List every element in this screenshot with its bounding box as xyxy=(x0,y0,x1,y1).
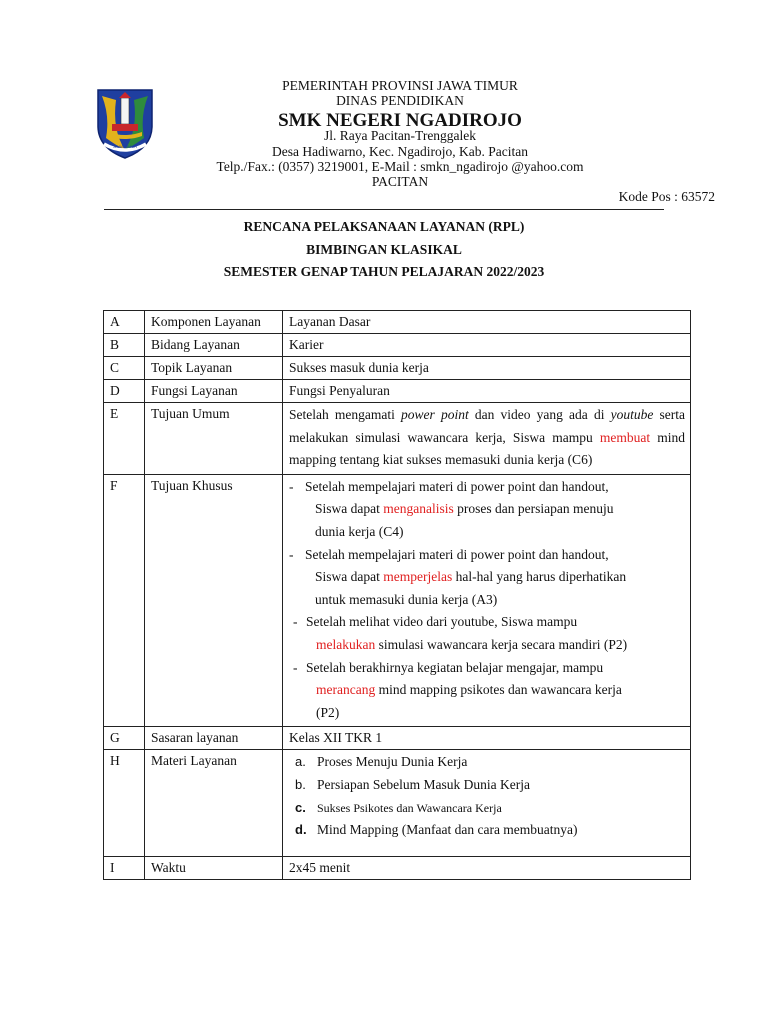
row-label: Tujuan Umum xyxy=(145,403,283,475)
row-code: D xyxy=(104,380,145,403)
row-label: Sasaran layanan xyxy=(145,727,283,750)
list-item: b. Persiapan Sebelum Masuk Dunia Kerja xyxy=(295,776,530,792)
list-item: a. Proses Menuju Dunia Kerja xyxy=(295,754,468,770)
list-item: d. Mind Mapping (Manfaat dan cara membuatnya) xyxy=(295,822,578,838)
address-street: Jl. Raya Pacitan-Trenggalek xyxy=(323,128,477,143)
row-label: Bidang Layanan xyxy=(145,334,283,357)
table-row xyxy=(104,474,691,727)
address-village: Desa Hadiwarno, Kec. Ngadirojo, Kab. Pacitan xyxy=(271,144,529,159)
row-label: Fungsi Layanan xyxy=(145,380,283,403)
row-value: Kelas XII TKR 1 xyxy=(283,727,691,750)
svg-text:JAWA TIMUR: JAWA TIMUR xyxy=(112,144,138,149)
postal-code: Kode Pos : 63572 xyxy=(618,189,715,204)
table-row xyxy=(104,334,691,357)
row-code: B xyxy=(104,334,145,357)
general-objective: Setelah mengamati power point dan video yang ada di youtube serta melakukan simulasi wawancara kerja, Siswa mampu membuat mind mapping tentang kiat sukses memasuki dunia kerja (C6) xyxy=(289,407,685,468)
row-value xyxy=(283,403,691,475)
specific-objective-item: - Setelah mempelajari materi di power point dan handout, Siswa dapat memperjelas hal-hal yang harus diperhatikan untuk memasuki dunia kerja (A3) xyxy=(289,546,627,607)
row-code: G xyxy=(104,727,145,750)
row-label: Materi Layanan xyxy=(145,750,283,856)
row-code: E xyxy=(104,403,145,475)
row-value xyxy=(283,474,691,727)
row-code: C xyxy=(104,357,145,380)
list-item: c. Sukses Psikotes dan Wawancara Kerja xyxy=(295,799,502,815)
table-row xyxy=(104,311,691,334)
row-code: H xyxy=(104,750,145,856)
table-row xyxy=(104,380,691,403)
table-row xyxy=(104,750,691,856)
specific-objective-item: - Setelah mempelajari materi di power point dan handout, Siswa dapat menganalisis proses dan persiapan menuju dunia kerja (C4) xyxy=(289,478,614,539)
row-value: 2x45 menit xyxy=(283,856,691,879)
row-code: I xyxy=(104,856,145,879)
school-name: SMK NEGERI NGADIROJO xyxy=(278,110,522,131)
contact-line: Telp./Fax.: (0357) 3219001, E-Mail : smkn_ngadirojo @yahoo.com xyxy=(216,159,584,174)
specific-objective-item: - Setelah berakhirnya kegiatan belajar mengajar, mampu merancang mind mapping psikotes dan wawancara kerja (P2) xyxy=(293,659,622,720)
school-logo-icon xyxy=(92,86,158,160)
office-line: DINAS PENDIDIKAN xyxy=(336,93,464,108)
document-subtitle: BIMBINGAN KLASIKAL xyxy=(306,242,462,257)
row-value: Karier xyxy=(283,334,691,357)
specific-objective-item: - Setelah melihat video dari youtube, Siswa mampu melakukan simulasi wawancara kerja secara mandiri (P2) xyxy=(293,614,628,652)
letterhead-divider xyxy=(104,209,664,210)
table-row xyxy=(104,856,691,879)
row-code: F xyxy=(104,474,145,727)
rpl-table xyxy=(103,310,691,880)
document-semester: SEMESTER GENAP TAHUN PELAJARAN 2022/2023 xyxy=(223,264,545,279)
table-row xyxy=(104,357,691,380)
row-code: A xyxy=(104,311,145,334)
row-label: Komponen Layanan xyxy=(145,311,283,334)
row-label: Waktu xyxy=(145,856,283,879)
row-value: Fungsi Penyaluran xyxy=(283,380,691,403)
table-row xyxy=(104,403,691,475)
row-label: Topik Layanan xyxy=(145,357,283,380)
row-value: Sukses masuk dunia kerja xyxy=(283,357,691,380)
row-label: Tujuan Khusus xyxy=(145,474,283,727)
material-list xyxy=(289,751,685,841)
table-row xyxy=(104,727,691,750)
city-line: PACITAN xyxy=(371,174,429,189)
row-value xyxy=(283,750,691,856)
row-value: Layanan Dasar xyxy=(283,311,691,334)
govt-line: PEMERINTAH PROVINSI JAWA TIMUR xyxy=(282,78,518,93)
document-title: RENCANA PELAKSANAAN LAYANAN (RPL) xyxy=(243,219,525,234)
